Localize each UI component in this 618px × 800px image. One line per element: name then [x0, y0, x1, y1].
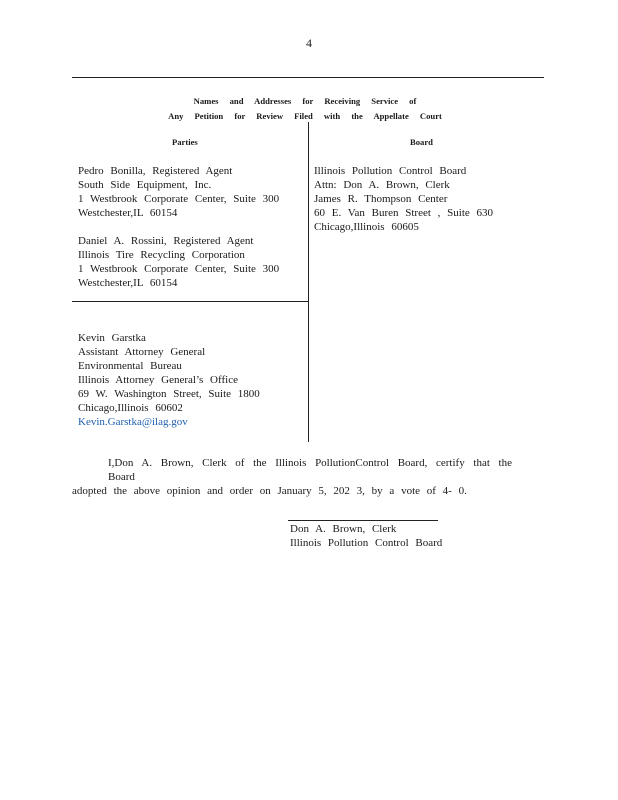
address-line: South Side Equipment, Inc.	[78, 179, 212, 191]
service-heading-line-2: Any Petition for Review Filed with the Appellate Court	[168, 111, 442, 121]
column-divider	[308, 122, 309, 442]
address-line: Chicago,Illinois 60602	[78, 402, 183, 414]
certification-paragraph	[72, 456, 512, 498]
address-line: Daniel A. Rossini, Registered Agent	[78, 235, 254, 247]
address-line: Pedro Bonilla, Registered Agent	[78, 165, 233, 177]
address-line: Chicago,Illinois 60605	[314, 221, 419, 233]
party-block-rossini	[78, 234, 279, 290]
top-rule	[72, 77, 544, 78]
address-line: James R. Thompson Center	[314, 193, 448, 205]
address-line: Illinois Attorney General’s Office	[78, 374, 238, 386]
email-link[interactable]: Kevin.Garstka@ilag.gov	[78, 416, 188, 428]
address-line: 1 Westbrook Corporate Center, Suite 300	[78, 193, 280, 205]
signature-block	[290, 522, 442, 550]
address-line: Illinois Tire Recycling Corporation	[78, 249, 245, 261]
address-line: Environmental Bureau	[78, 360, 182, 372]
certification-line-1: I,Don A. Brown, Clerk of the Illinois PollutionControl Board, certify that the Board	[108, 457, 512, 483]
certification-line-2: adopted the above opinion and order on January 5, 202 3, by a vote of 4- 0.	[72, 485, 467, 497]
address-line: Attn: Don A. Brown, Clerk	[314, 179, 450, 191]
address-line: Westchester,IL 60154	[78, 277, 178, 289]
page-number: 4	[306, 36, 312, 50]
party-block-garstka	[78, 331, 260, 429]
parties-divider	[72, 301, 308, 302]
address-line: Assistant Attorney General	[78, 346, 206, 358]
board-address-block	[314, 164, 493, 234]
address-line: 60 E. Van Buren Street , Suite 630	[314, 207, 494, 219]
signature-name: Don A. Brown, Clerk	[290, 523, 397, 535]
service-heading	[150, 94, 460, 124]
address-line: 1 Westbrook Corporate Center, Suite 300	[78, 263, 280, 275]
party-block-bonilla	[78, 164, 279, 220]
address-line: 69 W. Washington Street, Suite 1800	[78, 388, 260, 400]
address-line: Kevin Garstka	[78, 332, 146, 344]
address-line: Westchester,IL 60154	[78, 207, 178, 219]
signature-line	[288, 520, 438, 521]
parties-column-label: Parties	[172, 137, 198, 147]
service-heading-line-1: Names and Addresses for Receiving Service of	[193, 96, 417, 106]
board-column-label: Board	[410, 137, 433, 147]
signature-org: Illinois Pollution Control Board	[290, 537, 443, 549]
address-line: Illinois Pollution Control Board	[314, 165, 467, 177]
